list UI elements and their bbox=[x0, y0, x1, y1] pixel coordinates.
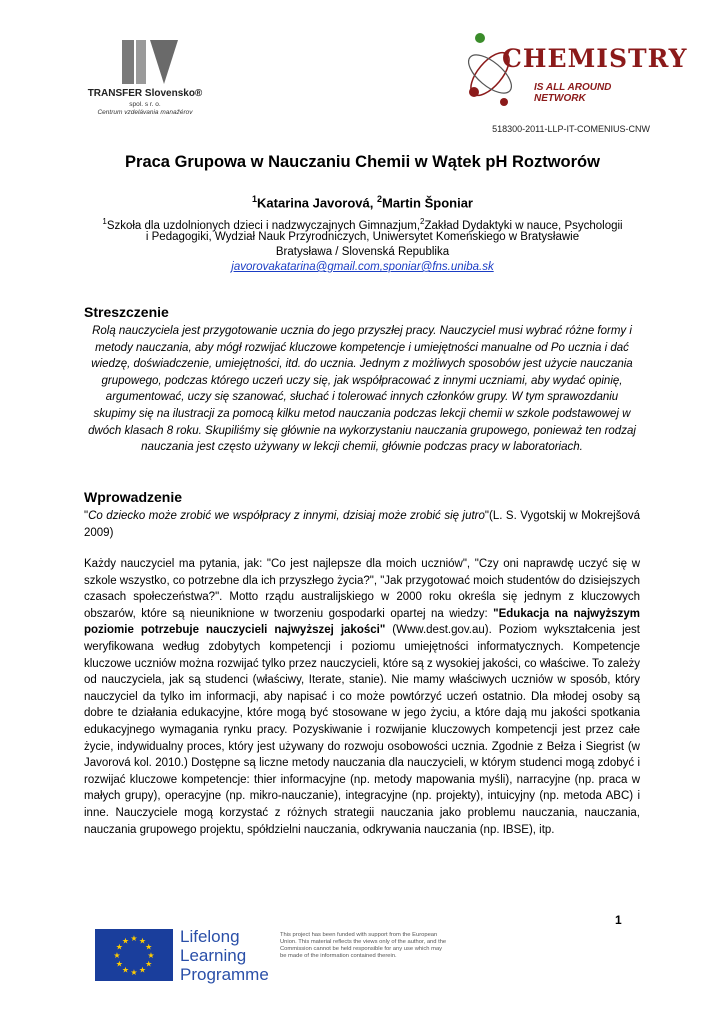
affiliation-sup-2: 2 bbox=[420, 217, 425, 226]
page-number: 1 bbox=[615, 913, 622, 927]
affiliation-1a: Szkoła dla uzdolnionych dzieci i nadzwyczajnych Gimnazjum, bbox=[106, 219, 421, 232]
affiliation-1b: Zakład Dydaktyki w nauce, Psychologii bbox=[424, 219, 623, 232]
affiliation-sup-1: 1 bbox=[102, 217, 107, 226]
intro-p2-bold: "Edukacja na najwyższym poziomie potrzebuje nauczycieli najwyższej jakości" bbox=[84, 607, 640, 637]
eu-star-icon: ★ bbox=[115, 959, 123, 969]
llp-line-3: Programme bbox=[180, 965, 269, 984]
eu-star-icon: ★ bbox=[145, 942, 153, 952]
intro-quote-paragraph bbox=[84, 508, 640, 541]
chemistry-logo-subtitle: IS ALL AROUND NETWORK bbox=[534, 82, 612, 104]
intro-p2-a: Każdy nauczyciel ma pytania, jak: "Co jest najlepsze dla moich uczniów", "Czy oni naprawdę uczyć się w szkole wszystko, co potrzebne dla ich przyszłego życia?", "Jak przygotować moich studentów do dzisiejszych czasach społeczeństwa?". Motto rządu australijskiego w 2000 roku określa się jednym z kluczowych obszarów, które są nieuniknione w tworzeniu gospodarki opartej na wiedzy: bbox=[84, 558, 640, 620]
eu-star-icon: ★ bbox=[138, 936, 147, 946]
transfer-slovensko-sub1: spol. s r. o. bbox=[129, 101, 161, 108]
transfer-slovensko-sub2: Centrum vzdelávania manažérov bbox=[97, 109, 193, 116]
eu-star-icon: ★ bbox=[121, 936, 130, 946]
email-link[interactable]: javorovakatarina@gmail.com,sponiar@fns.uniba.sk bbox=[231, 261, 494, 273]
quote-open: " bbox=[84, 510, 89, 522]
affiliation-email-line bbox=[60, 260, 665, 275]
abstract-heading: Streszczenie bbox=[84, 304, 169, 320]
eu-star-icon: ★ bbox=[115, 942, 123, 952]
author-1-name: Katarina Javorová, bbox=[257, 195, 377, 211]
intro-paragraph-2 bbox=[84, 556, 640, 838]
author-1-sup: 1 bbox=[252, 194, 258, 204]
eu-star-icon: ★ bbox=[130, 968, 138, 977]
project-code: 518300-2011-LLP-IT-COMENIUS-CNW bbox=[492, 124, 650, 134]
llp-line-1: Lifelong bbox=[180, 927, 240, 946]
authors bbox=[60, 194, 665, 210]
affiliation-line-3: Bratysława / Slovenská Republika bbox=[275, 246, 450, 258]
author-2-sup: 2 bbox=[376, 194, 382, 204]
quote-source: "(L. S. Vygotskij w Mokrejšová 2009) bbox=[84, 510, 640, 539]
eu-star-icon: ★ bbox=[145, 959, 153, 969]
llp-line-2: Learning bbox=[180, 946, 247, 965]
intro-heading: Wprowadzenie bbox=[84, 489, 183, 505]
eu-star-icon: ★ bbox=[130, 934, 138, 943]
eu-stars-icon bbox=[95, 929, 173, 981]
eu-star-icon: ★ bbox=[147, 951, 155, 960]
eu-star-icon: ★ bbox=[138, 965, 147, 975]
transfer-slovensko-logo-icon bbox=[120, 38, 180, 86]
intro-p2-b: (Www.dest.gov.au). Poziom wykształcenia jest weryfikowana według zdobytych kompetencji i poziomu umiejętności informatycznych. Kompetencje kluczowe uczniów można rozwijać tylko przez nauczycieli, które są z wysokiej jakości, co właściwe. To zależy od nauczyciela, jak są studenci (właściwy, Iterate, stanie). Nie mamy właściwych uczniów w sposób, który nauczyciel da tylko im informacji, aby napisać i co może powtórzyć uczeń ostatnio. Dla młodej osoby są dobre te działania edukacyjne, które mogą być stosowane w jego życiu, a które dają mu jakości spotkania edukacyjnego wymagania rynku pracy. Pozyskiwanie i rozwijanie kluczowych kompetencji jest przez całe życie, indywidualny proces, który jest używany do rozwoju osobowości ucznia. Zgodnie z Bełza i Siegrist (w Javorová kol. 2010.) Dostępne są liczne metody nauczania dla nauczycieli, w którym studenci mogą zdobyć i rozwijać kluczowe kompetencje: thier informacyjne (np. metody mapowania myśli), narracyjne (np. praca w małych grupy), operacyjne (np. mikro-nauczanie), integracyjne (np. projekty), intuicyjny (np. metoda ABC) i inne. Nauczyciele mogą korzystać z różnych strategii nauczania jako problemu nauczania, nauczania, nauczania grupowego projektu, spółdzielni nauczania, odkrywania nauczania (np. IBSE), itp. bbox=[84, 624, 640, 836]
eu-star-icon: ★ bbox=[113, 951, 121, 960]
chemistry-network-logo bbox=[460, 30, 688, 125]
transfer-slovensko-name: TRANSFER Slovensko® bbox=[87, 88, 203, 99]
chemistry-logo-title: CHEMISTRY bbox=[502, 44, 688, 73]
eu-star-icon: ★ bbox=[121, 965, 130, 975]
article-title: Praca Grupowa w Nauczaniu Chemii w Wątek pH Roztworów bbox=[125, 153, 600, 171]
eu-flag-icon bbox=[95, 929, 173, 981]
eu-disclaimer: This project has been funded with support from the European Union. This material reflects the views only of the author, and the Commission cannot be held responsible for any use which may be made of the information contained therein. bbox=[280, 932, 447, 959]
intro-quote: Co dziecko może zrobić we współpracy z innymi, dzisiaj może zrobić się jutro bbox=[88, 510, 485, 522]
transfer-slovensko-logo bbox=[70, 38, 220, 128]
affiliation-line-2: i Pedagogiki, Wydział Nauk Przyrodniczych, Uniwersytet Komeńskiego w Bratysławie bbox=[145, 231, 580, 243]
abstract-text: Rolą nauczyciela jest przygotowanie ucznia do jego przyszłej pracy. Nauczyciel musi wybrać różne formy i metody nauczania, aby mógł rozwijać kluczowe kompetencje i umiejętności manualne od Po ucznia i dać wiedzę, doświadczenie, umiejętności, itd. do ucznia. Jednym z możliwych sposobów jest użycie nauczania grupowego, podczas którego uczeń uczy się, jak współpracować z innymi uczniami, aby wydać opinię, argumentować, uczy się szanować, słuchać i tolerować innych członków grupy. W tym sprawozdaniu skupimy się na ilustracji za pomocą kilku metod nauczania podczas lekcji chemii w szkole podstawowej w dwóch klasach 8 roku. Skupiliśmy się głównie na wykorzystaniu nauczania grupowego, ponieważ ten rodzaj nauczania jest często używany w lekcji chemii, głównie podczas pracy w laboratoriach. bbox=[88, 325, 636, 454]
author-2-name: Martin Šponiar bbox=[381, 195, 473, 211]
llp-logo-text bbox=[180, 927, 269, 984]
